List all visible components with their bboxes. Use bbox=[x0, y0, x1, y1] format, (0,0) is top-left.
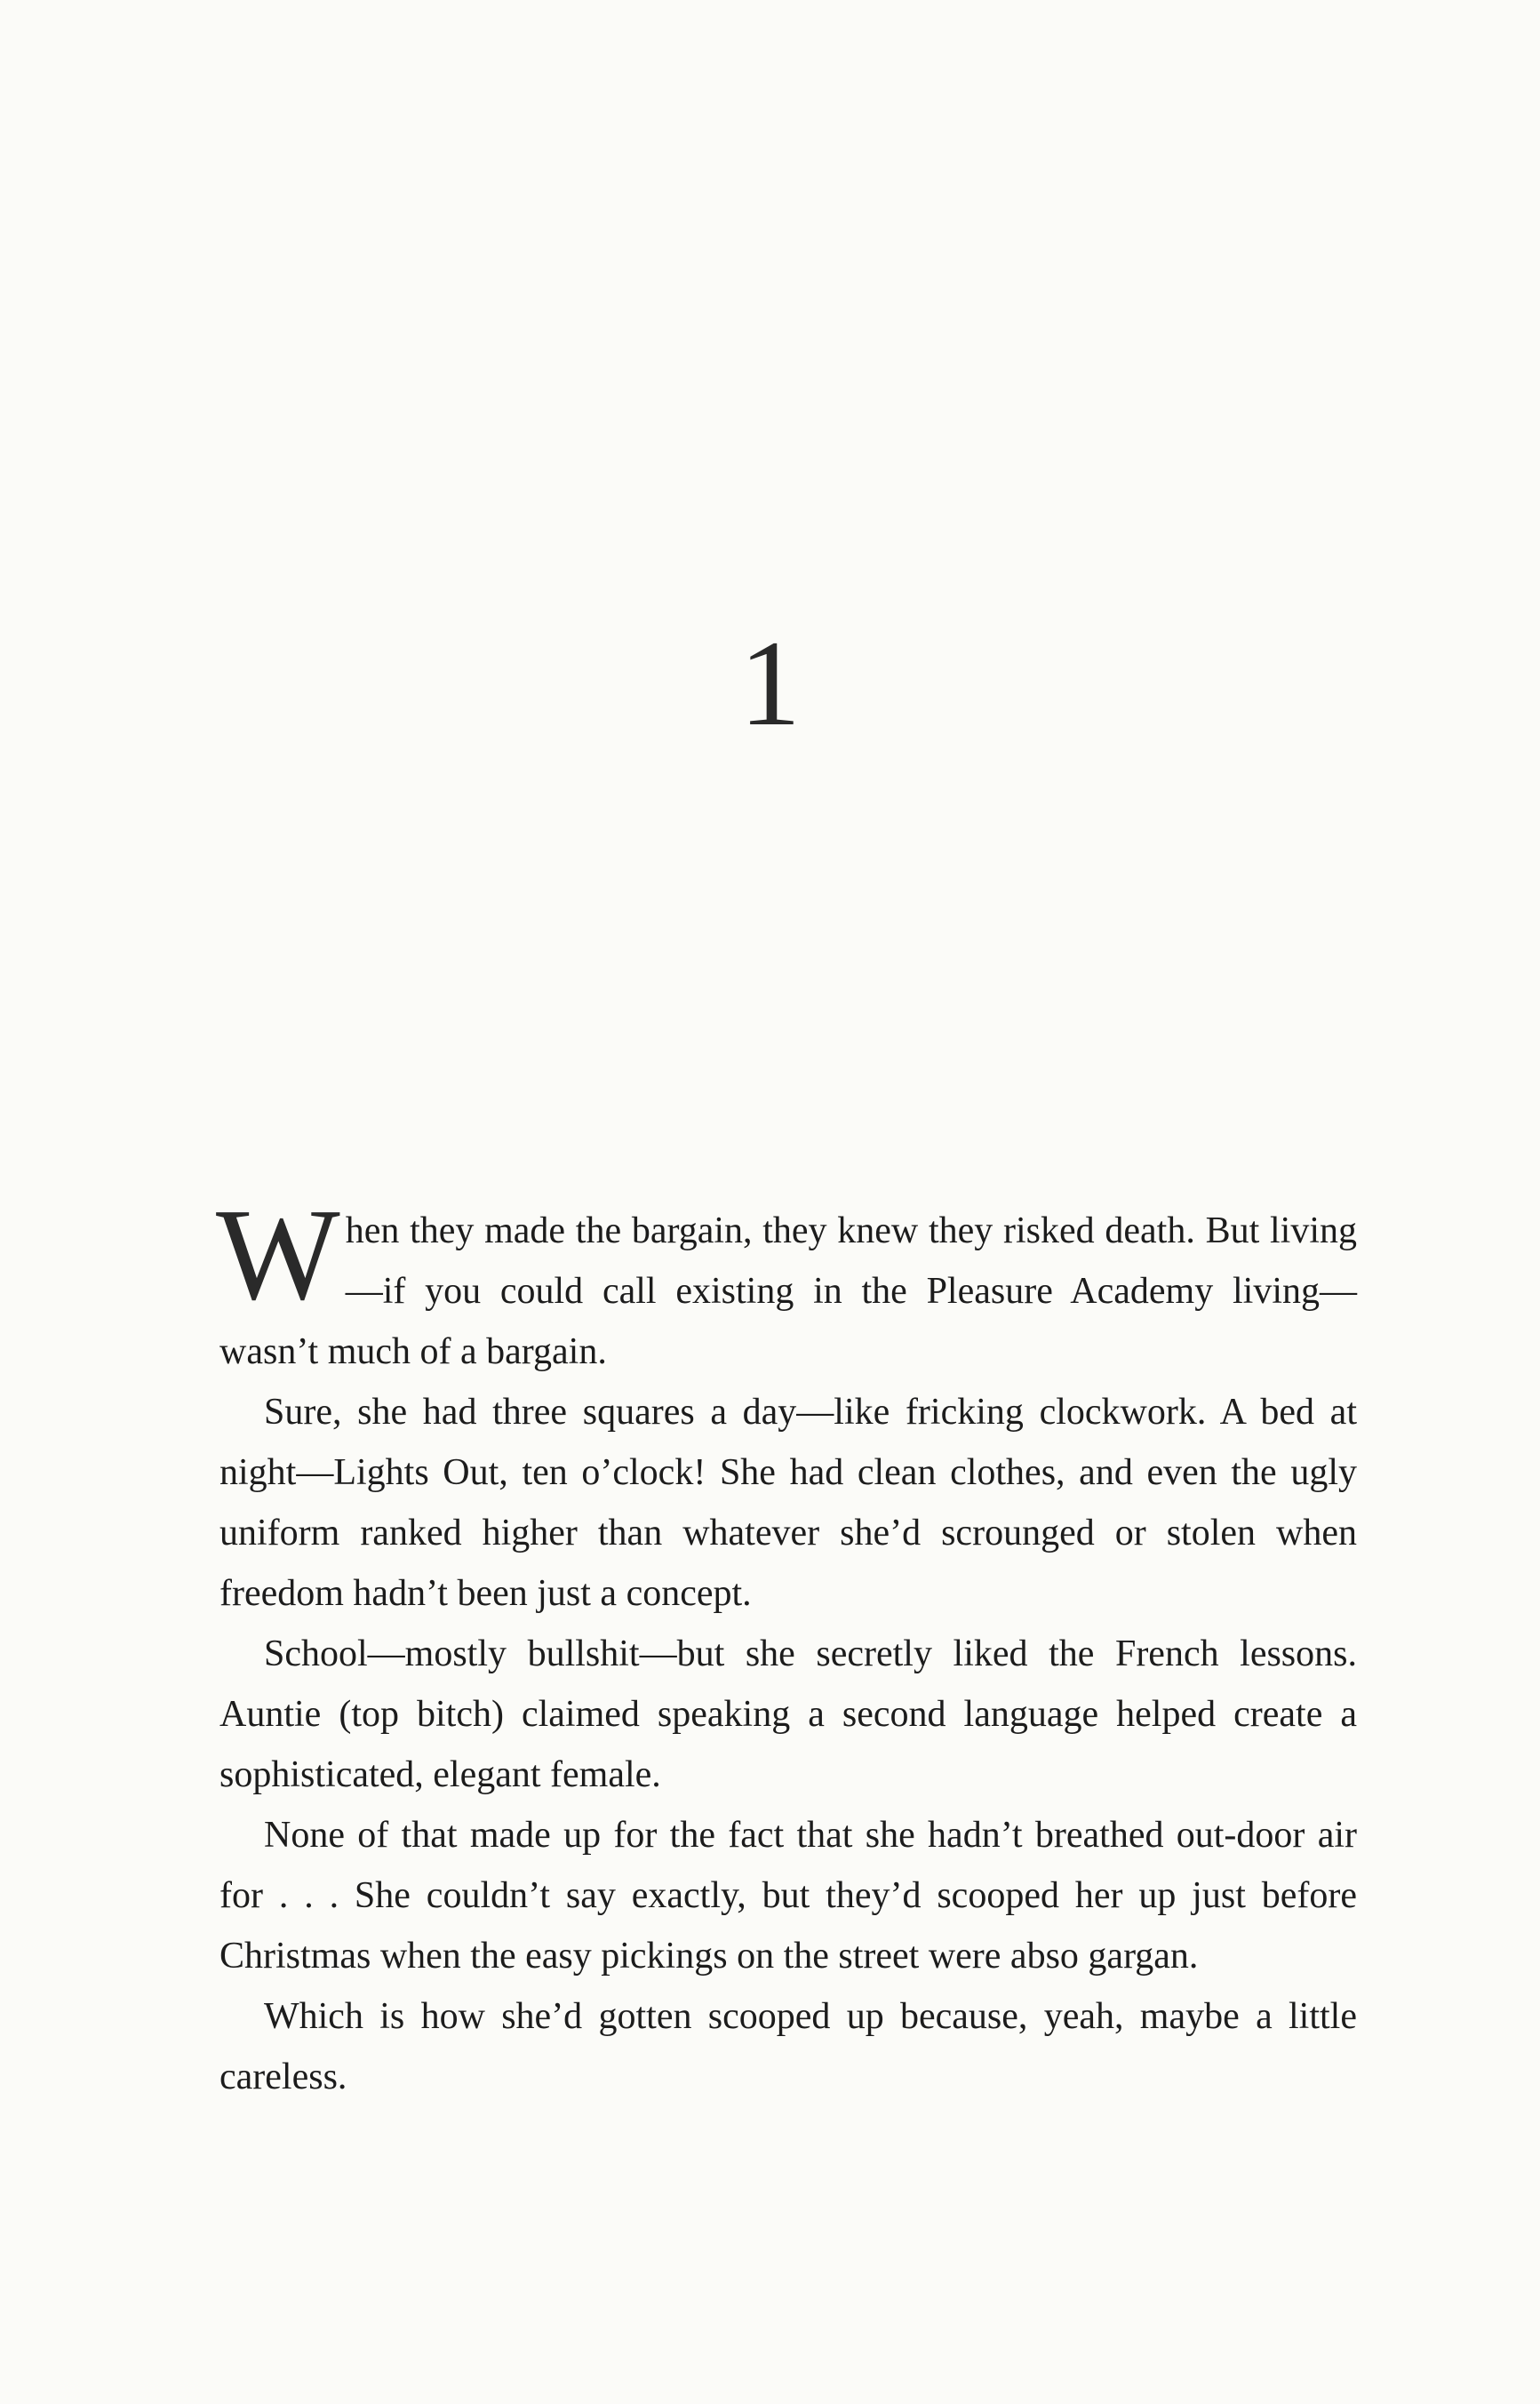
paragraph: Sure, she had three squares a day—like fricking clockwork. A bed at night—Lights Out, ten o’clock! She had clean clothes, and even the ugly uniform ranked higher than whatever she’d scrounged or stolen when freedom hadn’t been just a concept. bbox=[219, 1392, 1357, 1614]
paragraph: School—mostly bullshit—but she secretly liked the French lessons. Auntie (top bitch) claimed speaking a second language helped create a sophisticated, elegant female. bbox=[219, 1633, 1357, 1795]
paragraph-text: hen they made the bargain, they knew they risked death. But living—if you could call existing in the Pleasure Academy living—wasn’t much of a bargain. bbox=[219, 1210, 1357, 1372]
chapter-text bbox=[216, 1182, 1357, 2107]
paragraph: None of that made up for the fact that she hadn’t breathed out-door air for . . . She couldn’t say exactly, but they’d scooped her up just before Christmas when the easy pickings on the street were abso gargan. bbox=[219, 1815, 1357, 1977]
chapter-number: 1 bbox=[739, 615, 801, 751]
paragraph: Which is how she’d gotten scooped up because, yeah, maybe a little careless. bbox=[219, 1996, 1357, 2097]
drop-cap: W bbox=[216, 1182, 340, 1328]
paragraph bbox=[216, 1182, 1357, 1382]
